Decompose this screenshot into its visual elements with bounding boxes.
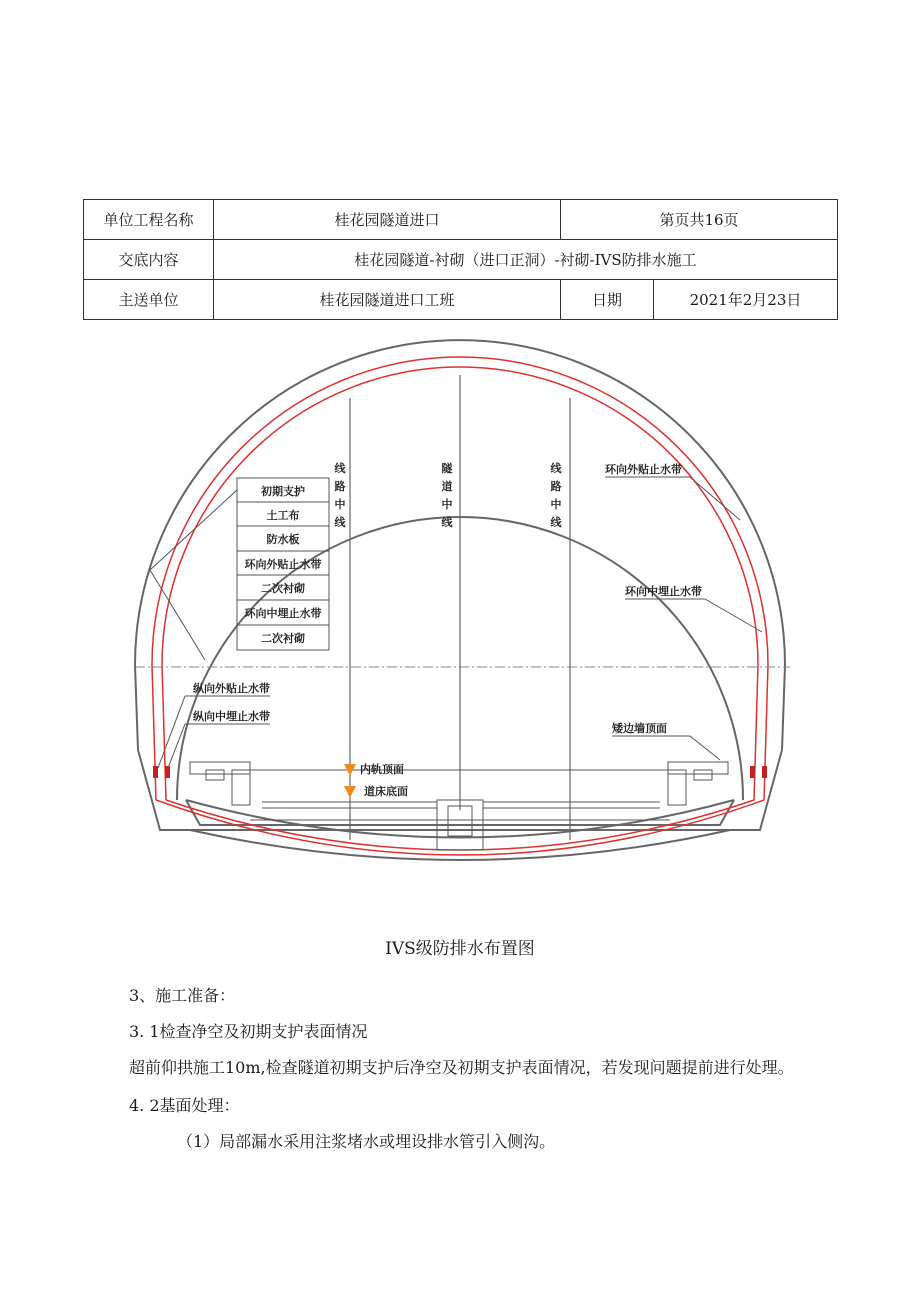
tunnel-cross-section-diagram: [0, 330, 920, 910]
layer-label: 防水板: [266, 533, 300, 546]
table-row: [84, 200, 838, 240]
level-label: 道床底面: [364, 785, 408, 798]
content-value: 桂花园隧道-衬砌（进口正洞）-衬砌-IVS防排水施工: [214, 240, 838, 280]
right-labels: [605, 462, 762, 760]
center-line-char: 中: [550, 498, 562, 511]
level-markers: [344, 762, 408, 798]
recipient-label: 主送单位: [84, 280, 214, 320]
center-line-char: 路: [334, 480, 346, 493]
level-label: 内轨顶面: [360, 763, 404, 776]
paragraph: 超前仰拱施工10m,检查隧道初期支护后净空及初期支护表面情况，若发现问题提前进行处理。: [129, 1058, 794, 1077]
project-name-label: 单位工程名称: [84, 200, 214, 240]
layer-label: 二次衬砌: [261, 582, 305, 595]
left-labels: [158, 681, 270, 768]
page-info: 第页共16页: [561, 200, 838, 240]
center-line-char: 中: [334, 498, 346, 511]
subsection-heading: 3. 1检查净空及初期支护表面情况: [129, 1022, 368, 1041]
subsection-heading: 4. 2基面处理：: [129, 1096, 240, 1115]
date-value: 2021年2月23日: [654, 280, 838, 320]
annotation-label: 矮边墙顶面: [612, 722, 667, 735]
annotation-label: 纵向外贴止水带: [193, 682, 270, 695]
diagram-caption: IVS级防排水布置图: [385, 939, 535, 959]
center-line-char: 线: [441, 516, 453, 529]
recipient-value: 桂花园隧道进口工班: [214, 280, 561, 320]
project-name-value: 桂花园隧道进口: [214, 200, 561, 240]
layer-label: 初期支护: [261, 485, 305, 498]
center-line-char: 中: [441, 498, 453, 511]
date-label: 日期: [561, 280, 654, 320]
table-row: [84, 240, 838, 280]
layer-label: 环向外贴止水带: [244, 558, 322, 571]
annotation-label: 纵向中埋止水带: [193, 710, 270, 723]
header-table: [83, 199, 838, 320]
center-line-char: 道: [441, 480, 453, 493]
layer-label: 土工布: [266, 509, 300, 522]
center-line-char: 线: [550, 462, 562, 475]
center-line-char: 线: [334, 516, 346, 529]
level-triangle-icon: [344, 786, 356, 798]
center-line-char: 线: [550, 516, 562, 529]
layer-label: 二次衬砌: [261, 632, 305, 645]
center-line-labels: [335, 461, 563, 529]
annotation-label: 环向中埋止水带: [625, 585, 702, 598]
center-line-char: 隧: [441, 462, 453, 475]
content-label: 交底内容: [84, 240, 214, 280]
table-row: [84, 280, 838, 320]
list-item: （1）局部漏水采用注浆堵水或埋设排水管引入侧沟。: [177, 1132, 556, 1151]
center-line-char: 路: [550, 480, 562, 493]
section-heading: 3、施工准备：: [129, 986, 236, 1005]
annotation-label: 环向外贴止水带: [605, 463, 682, 476]
center-line-char: 线: [334, 462, 346, 475]
layer-label: 环向中埋止水带: [244, 607, 322, 620]
